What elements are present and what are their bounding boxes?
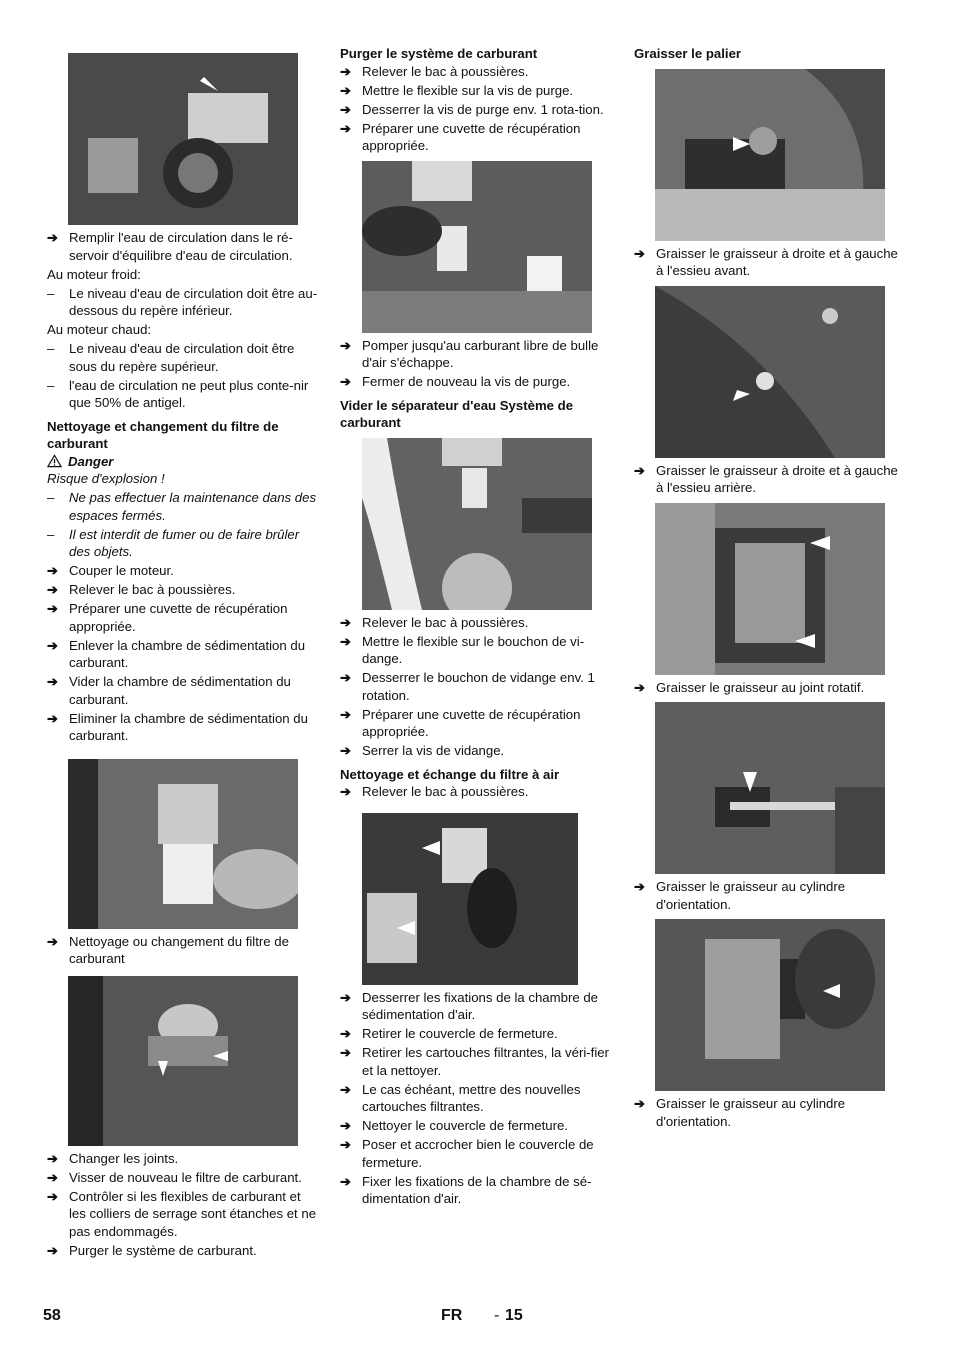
heading-fuel-filter: Nettoyage et changement du filtre de carburant: [47, 418, 279, 451]
language-code: FR: [441, 1307, 463, 1324]
arrow-icon: ➔: [634, 879, 645, 894]
arrow-icon: ➔: [47, 601, 58, 616]
step: ➔ Relever le bac à poussières.: [340, 63, 529, 79]
step: ➔ Fermer de nouveau la vis de purge.: [340, 374, 571, 389]
footer-separator: -: [494, 1307, 500, 1324]
photo-front-axle: [655, 69, 885, 241]
arrow-icon: ➔: [340, 101, 351, 117]
step: ➔ Serrer la vis de vidange.: [340, 743, 505, 758]
step: ➔ Pomper jusqu'au carburant libre de bulle d'air s'échappe.: [340, 337, 599, 370]
arrow-icon: ➔: [340, 1026, 351, 1041]
arrow-icon: ➔: [340, 82, 351, 98]
photo-fuel-filter-removal: [68, 759, 298, 929]
page-number-left: 58: [43, 1307, 61, 1324]
step: ➔ Relever le bac à poussières.: [340, 614, 529, 630]
hot-engine-label: Au moteur chaud:: [47, 322, 152, 337]
heading-grease-bearing: Graisser le palier: [634, 46, 742, 61]
photo-rotary-joint: [655, 503, 885, 675]
step: ➔ Retirer les cartouches filtrantes, la véri-fier et la nettoyer.: [340, 1045, 609, 1078]
photo-coolant-reservoir: [68, 53, 298, 225]
arrow-icon: ➔: [47, 1150, 58, 1166]
arrow-icon: ➔: [47, 637, 58, 653]
step: ➔ Couper le moteur.: [47, 563, 174, 578]
arrow-icon: ➔: [340, 1118, 351, 1133]
danger-item-1: – Ne pas effectuer la maintenance dans des espaces fermés.: [47, 490, 317, 523]
hot-engine-item-2: – l'eau de circulation ne peut plus conte-nir que 50% de antigel.: [47, 377, 309, 410]
arrow-icon: ➔: [47, 674, 58, 689]
column-middle: [340, 45, 613, 1209]
arrow-icon: ➔: [47, 1188, 58, 1204]
step: ➔ Vider la chambre de sédimentation du carburant.: [47, 674, 291, 707]
arrow-icon: ➔: [340, 120, 351, 136]
step: ➔ Préparer une cuvette de récupération appropriée.: [47, 601, 288, 634]
arrow-icon: ➔: [47, 1242, 58, 1258]
photo-steering-cylinder-1: [655, 702, 885, 874]
arrow-icon: ➔: [340, 1173, 351, 1189]
step: ➔ Graisser le graisseur au cylindre d'orientation.: [634, 1096, 846, 1129]
photo-water-separator: [362, 438, 592, 610]
arrow-icon: ➔: [340, 743, 351, 758]
arrow-icon: ➔: [47, 710, 58, 726]
arrow-icon: ➔: [47, 582, 58, 597]
step: ➔ Poser et accrocher bien le couvercle de fermeture.: [340, 1137, 594, 1170]
arrow-icon: ➔: [340, 1081, 351, 1097]
step: ➔ Nettoyer le couvercle de fermeture.: [340, 1118, 568, 1133]
step: ➔ Visser de nouveau le filtre de carburant.: [47, 1169, 302, 1185]
arrow-icon: ➔: [340, 374, 351, 389]
photo-fuel-filter-seals: [68, 976, 298, 1146]
step: ➔ Préparer une cuvette de récupération appropriée.: [340, 120, 581, 153]
arrow-icon: ➔: [340, 670, 351, 685]
arrow-icon: ➔: [340, 633, 351, 649]
photo-air-filter: [362, 813, 578, 985]
step-fill-coolant: ➔ Remplir l'eau de circulation dans le ré-servoir d'équilibre d'eau de circulation.: [47, 230, 293, 263]
step: ➔ Desserrer le bouchon de vidange env. 1 rotation.: [340, 670, 595, 703]
arrow-icon: ➔: [47, 933, 58, 949]
photo-bleed-fuel: [362, 161, 592, 333]
step: ➔ Purger le système de carburant.: [47, 1242, 257, 1258]
heading-air-filter: Nettoyage et échange du filtre à air: [340, 766, 560, 782]
step: ➔ Contrôler si les flexibles de carburant et les colliers de serrage sont étanches et ne pas endommagés.: [47, 1188, 317, 1239]
step: ➔ Graisser le graisseur au cylindre d'orientation.: [634, 879, 846, 912]
photo-rear-axle: [655, 286, 885, 458]
arrow-icon: ➔: [634, 462, 645, 478]
cold-engine-item: – Le niveau d'eau de circulation doit être au-dessous du repère inférieur.: [47, 285, 318, 318]
column-right: [634, 45, 906, 1132]
explosion-risk: Risque d'explosion !: [47, 471, 165, 486]
arrow-icon: ➔: [340, 614, 351, 630]
step: ➔ Fixer les fixations de la chambre de sé-dimentation d'air.: [340, 1173, 592, 1206]
step: ➔ Desserrer les fixations de la chambre de sédimentation d'air.: [340, 989, 599, 1022]
step: ➔ Le cas échéant, mettre des nouvelles cartouches filtrantes.: [340, 1081, 581, 1114]
step: ➔ Graisser le graisseur à droite et à gauche à l'essieu arrière.: [634, 462, 898, 495]
step: ➔ Graisser le graisseur au joint rotatif.: [634, 679, 865, 695]
arrow-icon: ➔: [340, 1045, 351, 1060]
arrow-icon: ➔: [340, 337, 351, 353]
arrow-icon: ➔: [634, 245, 645, 261]
step: ➔ Relever le bac à poussières.: [340, 784, 529, 799]
step: ➔ Desserrer la vis de purge env. 1 rota-tion.: [340, 101, 604, 117]
arrow-icon: ➔: [340, 706, 351, 722]
danger-item-2: – Il est interdit de fumer ou de faire brûler des objets.: [47, 526, 300, 559]
page-number-right: 15: [505, 1307, 523, 1324]
step: ➔ Mettre le flexible sur la vis de purge.: [340, 82, 574, 98]
arrow-icon: ➔: [634, 1096, 645, 1111]
step: ➔ Relever le bac à poussières.: [47, 582, 236, 597]
cold-engine-label: Au moteur froid:: [47, 266, 141, 282]
photo-steering-cylinder-2: [655, 919, 885, 1091]
hot-engine-item-1: – Le niveau d'eau de circulation doit être sous du repère supérieur.: [47, 341, 295, 374]
step: ➔ Nettoyage ou changement du filtre de carburant: [47, 933, 289, 966]
heading-water-separator: Vider le séparateur d'eau Système de carburant: [340, 397, 574, 430]
step: ➔ Graisser le graisseur à droite et à gauche à l'essieu avant.: [634, 245, 898, 278]
arrow-icon: ➔: [47, 1169, 58, 1185]
danger-label: Danger: [47, 453, 319, 471]
heading-bleed-fuel: Purger le système de carburant: [340, 46, 538, 61]
step: ➔ Enlever la chambre de sédimentation du carburant.: [47, 637, 306, 670]
arrow-icon: ➔: [340, 784, 351, 799]
step: ➔ Retirer le couvercle de fermeture.: [340, 1026, 558, 1041]
warning-triangle-icon: [47, 454, 62, 468]
arrow-icon: ➔: [634, 679, 645, 695]
arrow-icon: ➔: [47, 230, 58, 245]
arrow-icon: ➔: [340, 63, 351, 79]
step: ➔ Mettre le flexible sur le bouchon de vi-dange.: [340, 633, 585, 666]
arrow-icon: ➔: [340, 989, 351, 1005]
step: ➔ Préparer une cuvette de récupération appropriée.: [340, 706, 581, 739]
arrow-icon: ➔: [340, 1137, 351, 1152]
arrow-icon: ➔: [47, 563, 58, 578]
column-left: [47, 45, 319, 1261]
step: ➔ Eliminer la chambre de sédimentation du carburant.: [47, 710, 308, 743]
step: ➔ Changer les joints.: [47, 1150, 179, 1166]
